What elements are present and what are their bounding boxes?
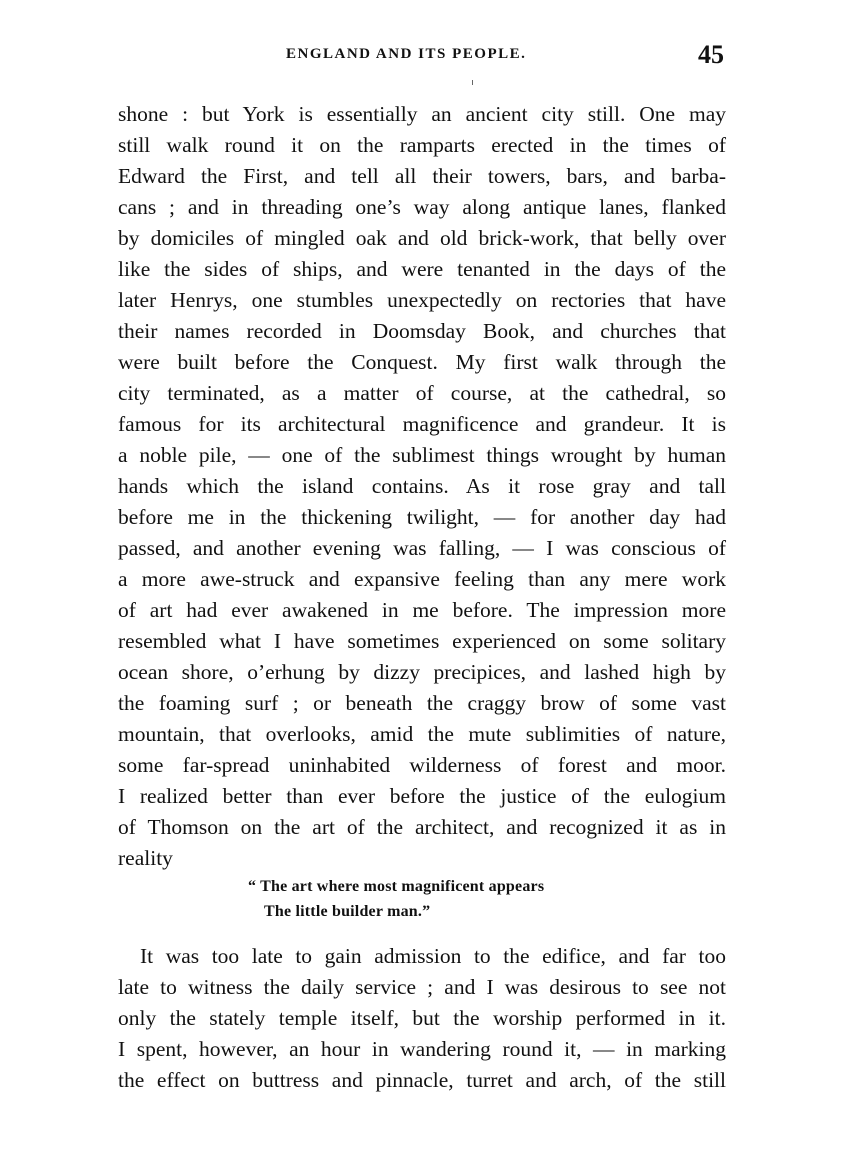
verse-quotation — [248, 874, 544, 924]
quote-line: “ The art where most magnificent appears — [248, 878, 545, 895]
text-line: Edward the First, and tell all their towers, bars, and barba- — [118, 164, 726, 188]
text-line: It was too late to gain admission to the edifice, and far too — [140, 944, 726, 968]
text-line: were built before the Conquest. My first walk through the — [118, 350, 726, 374]
text-line: later Henrys, one stumbles unexpectedly on rectories that have — [118, 288, 726, 312]
text-line: of Thomson on the art of the architect, and recognized it as in — [118, 815, 726, 839]
text-line: still walk round it on the ramparts erected in the times of — [118, 133, 726, 157]
text-line: like the sides of ships, and were tenanted in the days of the — [118, 257, 726, 281]
text-line: reality — [118, 846, 173, 870]
text-line: their names recorded in Doomsday Book, and churches that — [118, 319, 726, 343]
text-line: the foaming surf ; or beneath the craggy brow of some vast — [118, 691, 726, 715]
paragraph-1 — [118, 99, 726, 874]
quote-line: The little builder man.” — [264, 903, 431, 920]
text-line: mountain, that overlooks, amid the mute sublimities of nature, — [118, 722, 726, 746]
text-line: a noble pile, — one of the sublimest things wrought by human — [118, 443, 726, 467]
text-line: cans ; and in threading one’s way along antique lanes, flanked — [118, 195, 726, 219]
text-line: I spent, however, an hour in wandering round it, — in marking — [118, 1037, 726, 1061]
text-line: late to witness the daily service ; and I was desirous to see not — [118, 975, 726, 999]
running-title: ENGLAND AND ITS PEOPLE. — [286, 46, 527, 62]
text-line: passed, and another evening was falling, — I was conscious of — [118, 536, 726, 560]
text-line: by domiciles of mingled oak and old brick-work, that belly over — [118, 226, 726, 250]
text-line: the effect on buttress and pinnacle, turret and arch, of the still — [118, 1068, 726, 1092]
text-line: shone : but York is essentially an ancient city still. One may — [118, 102, 726, 126]
text-line: only the stately temple itself, but the worship performed in it. — [118, 1006, 726, 1030]
text-line: ocean shore, o’erhung by dizzy precipices, and lashed high by — [118, 660, 726, 684]
text-line: city terminated, as a matter of course, at the cathedral, so — [118, 381, 726, 405]
text-line: I realized better than ever before the justice of the eulogium — [118, 784, 726, 808]
text-line: famous for its architectural magnificence and grandeur. It is — [118, 412, 726, 436]
text-line: some far-spread uninhabited wilderness of forest and moor. — [118, 753, 726, 777]
text-line: before me in the thickening twilight, — for another day had — [118, 505, 726, 529]
text-line: a more awe-struck and expansive feeling than any mere work — [118, 567, 726, 591]
running-header — [118, 42, 726, 72]
paragraph-2 — [118, 941, 726, 1096]
text-line: resembled what I have sometimes experienced on some solitary — [118, 629, 726, 653]
text-line: hands which the island contains. As it rose gray and tall — [118, 474, 726, 498]
text-line: of art had ever awakened in me before. The impression more — [118, 598, 726, 622]
page-number: 45 — [698, 40, 724, 69]
printer-mark — [472, 80, 473, 85]
